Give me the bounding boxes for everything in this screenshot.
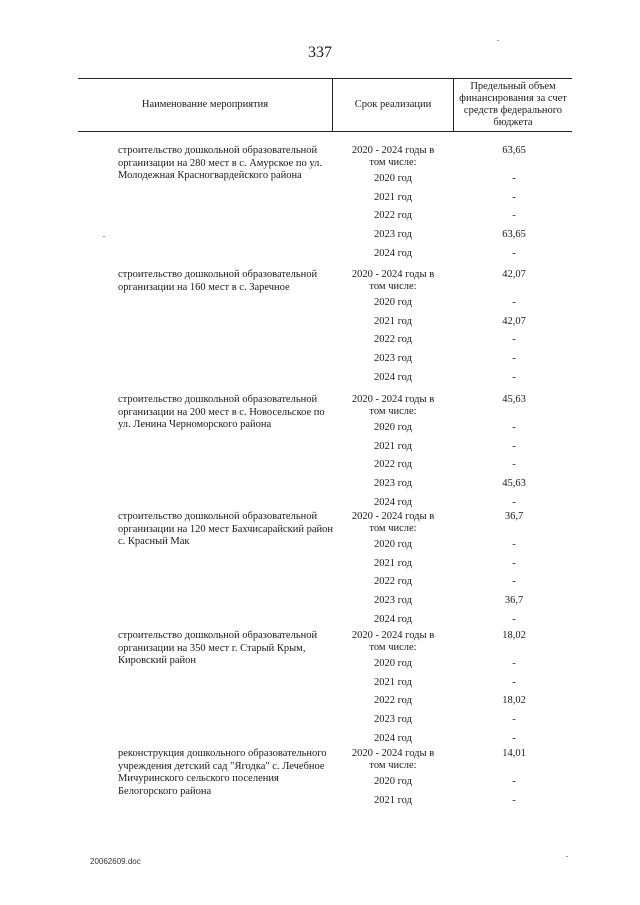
total-value: 42,07 <box>502 269 526 280</box>
year-label: 2021 год <box>374 557 412 569</box>
year-value: - <box>512 371 516 383</box>
year-label: 2021 год <box>374 315 412 327</box>
year-value: - <box>512 714 516 726</box>
year-label: 2022 год <box>374 334 412 346</box>
year-value: 63,65 <box>502 229 526 241</box>
year-value: 18,02 <box>502 695 526 707</box>
column-header-funding: Предельный объем финансирования за счет средств федерального бюджета <box>459 81 567 128</box>
measure-name: строительство дошкольной образовательной организации на 350 мест г. Старый Крым, Кировский район <box>118 630 318 666</box>
year-value: - <box>512 794 516 806</box>
page-number: 337 <box>308 44 332 61</box>
year-label: 2020 год <box>374 422 412 433</box>
year-value: - <box>512 247 516 259</box>
year-value: - <box>512 776 516 787</box>
period-label: 2020 - 2024 годы в том числе: <box>351 511 435 534</box>
scan-speck <box>103 236 105 237</box>
year-label: 2021 год <box>374 676 412 688</box>
year-value: - <box>512 496 516 508</box>
period-label: 2020 - 2024 годы в том числе: <box>351 394 435 417</box>
column-header-name: Наименование мероприятия <box>141 99 269 110</box>
period-label: 2020 - 2024 годы в том числе: <box>351 748 435 771</box>
measure-name: строительство дошкольной образовательной организации на 160 мест в с. Заречное <box>118 269 318 293</box>
year-value: 36,7 <box>504 595 524 607</box>
year-label: 2023 год <box>374 478 412 490</box>
year-value: - <box>512 658 516 669</box>
year-label: 2024 год <box>374 496 412 508</box>
year-value: - <box>512 353 516 365</box>
year-value: - <box>512 422 516 433</box>
total-value: 45,63 <box>502 394 526 405</box>
measure-name: реконструкция дошкольного образовательного учреждения детский сад "Ягодка" с. Лечебное Мичуринского сельского поселения Белогорского района <box>118 748 327 797</box>
year-value: - <box>512 613 516 625</box>
year-label: 2020 год <box>374 658 412 669</box>
year-label: 2020 год <box>374 173 412 184</box>
total-value: 63,65 <box>502 145 526 156</box>
year-value: - <box>512 557 516 569</box>
period-label: 2020 - 2024 годы в том числе: <box>351 145 435 168</box>
year-value: - <box>512 539 516 550</box>
year-value: - <box>512 576 516 588</box>
scan-speck <box>566 856 568 857</box>
year-label: 2021 год <box>374 440 412 452</box>
document-filename: 20062609.doc <box>90 857 141 866</box>
year-label: 2021 год <box>374 191 412 203</box>
year-value: - <box>512 334 516 346</box>
year-label: 2022 год <box>374 695 412 707</box>
total-value: 14,01 <box>502 748 526 759</box>
scan-speck <box>497 40 499 41</box>
year-label: 2022 год <box>374 459 412 471</box>
year-value: - <box>512 732 516 744</box>
year-value: - <box>512 459 516 471</box>
year-value: - <box>512 676 516 688</box>
year-value: - <box>512 191 516 203</box>
year-label: 2020 год <box>374 297 412 308</box>
period-label: 2020 - 2024 годы в том числе: <box>351 630 435 653</box>
year-value: - <box>512 173 516 184</box>
year-label: 2023 год <box>374 353 412 365</box>
column-header-term: Срок реализации <box>354 99 432 110</box>
year-label: 2024 год <box>374 613 412 625</box>
total-value: 36,7 <box>504 511 524 522</box>
total-value: 18,02 <box>502 630 526 641</box>
measure-name: строительство дошкольной образовательной организации на 120 мест Бахчисарайский район с. Красный Мак <box>118 511 334 547</box>
year-value: - <box>512 297 516 308</box>
measure-name: строительство дошкольной образовательной организации на 280 мест в с. Амурское по ул. Молодежная Красногвардейского района <box>118 145 322 181</box>
year-label: 2024 год <box>374 371 412 383</box>
year-value: - <box>512 440 516 452</box>
year-label: 2023 год <box>374 595 412 607</box>
year-value: - <box>512 210 516 222</box>
year-label: 2021 год <box>374 794 412 806</box>
year-value: 42,07 <box>502 315 526 327</box>
year-label: 2024 год <box>374 247 412 259</box>
year-label: 2020 год <box>374 539 412 550</box>
year-label: 2022 год <box>374 210 412 222</box>
year-label: 2023 год <box>374 714 412 726</box>
year-label: 2022 год <box>374 576 412 588</box>
measure-name: строительство дошкольной образовательной организации на 200 мест в с. Новосельское по ул. Ленина Черноморского района <box>118 394 325 430</box>
year-label: 2020 год <box>374 776 412 787</box>
period-label: 2020 - 2024 годы в том числе: <box>351 269 435 292</box>
year-label: 2024 год <box>374 732 412 744</box>
year-value: 45,63 <box>502 478 526 490</box>
year-label: 2023 год <box>374 229 412 241</box>
